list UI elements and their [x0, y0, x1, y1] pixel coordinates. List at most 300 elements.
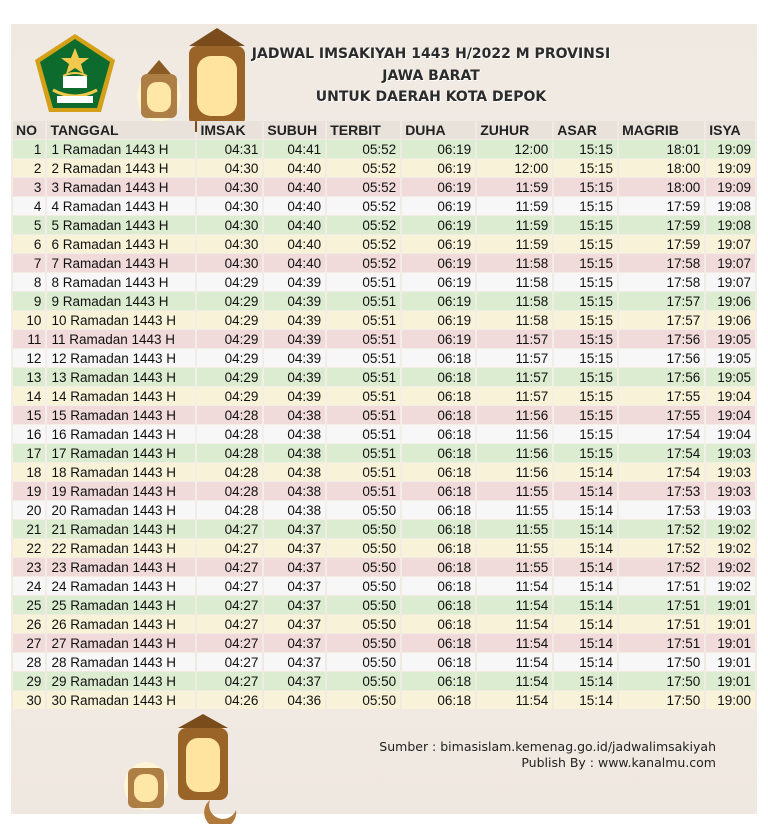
table-cell-zuhur: 12:00	[477, 140, 552, 158]
table-cell-imsak: 04:30	[197, 178, 262, 196]
table-cell-imsak: 04:30	[197, 235, 262, 253]
table-cell-no: 19	[13, 482, 45, 500]
table-cell-isya: 19:05	[706, 330, 755, 348]
table-cell-terbit: 05:50	[327, 596, 400, 614]
table-cell-magrib: 18:00	[619, 178, 704, 196]
table-cell-isya: 19:08	[706, 216, 755, 234]
table-row	[13, 634, 755, 652]
table-cell-magrib: 17:57	[619, 292, 704, 310]
table-cell-magrib: 17:56	[619, 349, 704, 367]
table-cell-asar: 15:14	[554, 672, 617, 690]
table-cell-subuh: 04:37	[264, 672, 325, 690]
table-cell-tanggal: 16 Ramadan 1443 H	[47, 425, 195, 443]
table-cell-isya: 19:02	[706, 558, 755, 576]
table-cell-terbit: 05:51	[327, 368, 400, 386]
table-cell-imsak: 04:28	[197, 444, 262, 462]
table-cell-imsak: 04:29	[197, 349, 262, 367]
footer	[300, 739, 716, 771]
table-cell-isya: 19:01	[706, 653, 755, 671]
table-cell-isya: 19:06	[706, 311, 755, 329]
table-cell-magrib: 17:51	[619, 577, 704, 595]
table-row	[13, 577, 755, 595]
table-cell-zuhur: 11:57	[477, 368, 552, 386]
table-cell-zuhur: 11:55	[477, 558, 552, 576]
table-cell-tanggal: 6 Ramadan 1443 H	[47, 235, 195, 253]
table-cell-zuhur: 11:59	[477, 178, 552, 196]
table-cell-no: 27	[13, 634, 45, 652]
table-cell-tanggal: 1 Ramadan 1443 H	[47, 140, 195, 158]
table-cell-zuhur: 11:56	[477, 425, 552, 443]
table-cell-terbit: 05:51	[327, 292, 400, 310]
table-cell-magrib: 17:53	[619, 501, 704, 519]
table-cell-tanggal: 18 Ramadan 1443 H	[47, 463, 195, 481]
table-cell-magrib: 18:01	[619, 140, 704, 158]
table-cell-asar: 15:15	[554, 444, 617, 462]
table-cell-no: 6	[13, 235, 45, 253]
table-cell-asar: 15:15	[554, 216, 617, 234]
table-cell-duha: 06:18	[402, 539, 475, 557]
table-cell-asar: 15:15	[554, 425, 617, 443]
table-cell-duha: 06:18	[402, 596, 475, 614]
table-cell-duha: 06:19	[402, 235, 475, 253]
table-cell-imsak: 04:28	[197, 406, 262, 424]
table-cell-isya: 19:07	[706, 254, 755, 272]
table-cell-magrib: 17:57	[619, 311, 704, 329]
table-cell-asar: 15:14	[554, 577, 617, 595]
table-cell-terbit: 05:50	[327, 520, 400, 538]
table-cell-isya: 19:02	[706, 577, 755, 595]
table-cell-subuh: 04:39	[264, 368, 325, 386]
table-cell-isya: 19:09	[706, 140, 755, 158]
table-cell-no: 26	[13, 615, 45, 633]
table-cell-subuh: 04:41	[264, 140, 325, 158]
table-cell-imsak: 04:28	[197, 425, 262, 443]
table-row	[13, 178, 755, 196]
table-row	[13, 216, 755, 234]
table-cell-asar: 15:15	[554, 311, 617, 329]
table-cell-zuhur: 11:54	[477, 634, 552, 652]
table-cell-terbit: 05:51	[327, 273, 400, 291]
table-row	[13, 387, 755, 405]
table-cell-magrib: 17:51	[619, 596, 704, 614]
table-cell-tanggal: 15 Ramadan 1443 H	[47, 406, 195, 424]
table-cell-asar: 15:15	[554, 140, 617, 158]
table-cell-asar: 15:15	[554, 178, 617, 196]
table-cell-duha: 06:18	[402, 463, 475, 481]
col-header: TANGGAL	[47, 121, 195, 139]
table-cell-subuh: 04:40	[264, 197, 325, 215]
table-cell-magrib: 17:52	[619, 520, 704, 538]
table-row	[13, 653, 755, 671]
table-cell-terbit: 05:50	[327, 558, 400, 576]
table-cell-terbit: 05:50	[327, 539, 400, 557]
table-cell-isya: 19:04	[706, 406, 755, 424]
table-cell-no: 30	[13, 691, 45, 709]
header	[11, 24, 757, 120]
table-cell-isya: 19:07	[706, 273, 755, 291]
col-header: ISYA	[706, 121, 755, 139]
table-cell-tanggal: 23 Ramadan 1443 H	[47, 558, 195, 576]
table-cell-zuhur: 11:54	[477, 672, 552, 690]
table-cell-zuhur: 11:55	[477, 501, 552, 519]
table-cell-tanggal: 17 Ramadan 1443 H	[47, 444, 195, 462]
table-cell-duha: 06:18	[402, 387, 475, 405]
table-cell-terbit: 05:51	[327, 463, 400, 481]
table-cell-magrib: 17:55	[619, 387, 704, 405]
table-cell-zuhur: 12:00	[477, 159, 552, 177]
table-cell-zuhur: 11:57	[477, 387, 552, 405]
table-cell-terbit: 05:52	[327, 197, 400, 215]
table-cell-magrib: 17:51	[619, 634, 704, 652]
table-row	[13, 330, 755, 348]
col-header: NO	[13, 121, 45, 139]
table-cell-imsak: 04:27	[197, 596, 262, 614]
table-cell-asar: 15:15	[554, 330, 617, 348]
table-cell-zuhur: 11:55	[477, 482, 552, 500]
table-cell-isya: 19:01	[706, 634, 755, 652]
table-cell-terbit: 05:50	[327, 691, 400, 709]
table-cell-no: 14	[13, 387, 45, 405]
table-cell-imsak: 04:27	[197, 672, 262, 690]
table-cell-zuhur: 11:56	[477, 406, 552, 424]
table-cell-imsak: 04:28	[197, 482, 262, 500]
table-cell-subuh: 04:39	[264, 349, 325, 367]
table-cell-tanggal: 5 Ramadan 1443 H	[47, 216, 195, 234]
table-cell-tanggal: 19 Ramadan 1443 H	[47, 482, 195, 500]
table-body	[13, 140, 755, 709]
table-cell-imsak: 04:28	[197, 463, 262, 481]
table-cell-no: 9	[13, 292, 45, 310]
table-cell-asar: 15:14	[554, 520, 617, 538]
table-cell-subuh: 04:39	[264, 273, 325, 291]
table-cell-zuhur: 11:54	[477, 653, 552, 671]
table-cell-imsak: 04:27	[197, 558, 262, 576]
table-cell-tanggal: 20 Ramadan 1443 H	[47, 501, 195, 519]
table-cell-terbit: 05:50	[327, 672, 400, 690]
table-cell-magrib: 17:54	[619, 425, 704, 443]
table-cell-tanggal: 25 Ramadan 1443 H	[47, 596, 195, 614]
col-header: IMSAK	[197, 121, 262, 139]
table-cell-duha: 06:19	[402, 159, 475, 177]
table-row	[13, 235, 755, 253]
table-cell-no: 7	[13, 254, 45, 272]
table-cell-no: 1	[13, 140, 45, 158]
table-cell-magrib: 17:51	[619, 615, 704, 633]
table-row	[13, 425, 755, 443]
table-row	[13, 691, 755, 709]
table-cell-terbit: 05:50	[327, 634, 400, 652]
table-cell-imsak: 04:26	[197, 691, 262, 709]
table-cell-zuhur: 11:57	[477, 330, 552, 348]
lantern-icon	[118, 714, 268, 824]
table-cell-asar: 15:15	[554, 159, 617, 177]
table-row	[13, 596, 755, 614]
table-row	[13, 368, 755, 386]
table-row	[13, 311, 755, 329]
table-cell-isya: 19:02	[706, 520, 755, 538]
table-cell-no: 8	[13, 273, 45, 291]
table-cell-isya: 19:05	[706, 349, 755, 367]
table-cell-subuh: 04:37	[264, 596, 325, 614]
table-cell-isya: 19:03	[706, 463, 755, 481]
table-cell-duha: 06:18	[402, 406, 475, 424]
table-cell-isya: 19:00	[706, 691, 755, 709]
table-cell-subuh: 04:37	[264, 539, 325, 557]
table-cell-tanggal: 29 Ramadan 1443 H	[47, 672, 195, 690]
table-cell-no: 25	[13, 596, 45, 614]
table-cell-no: 17	[13, 444, 45, 462]
table-cell-asar: 15:14	[554, 558, 617, 576]
table-cell-no: 16	[13, 425, 45, 443]
table-cell-zuhur: 11:58	[477, 254, 552, 272]
table-cell-subuh: 04:38	[264, 501, 325, 519]
table-cell-subuh: 04:37	[264, 558, 325, 576]
table-cell-subuh: 04:37	[264, 653, 325, 671]
table-header-row	[13, 121, 755, 139]
table-row	[13, 140, 755, 158]
table-cell-magrib: 17:56	[619, 368, 704, 386]
table-cell-subuh: 04:39	[264, 330, 325, 348]
table-cell-imsak: 04:31	[197, 140, 262, 158]
table-cell-zuhur: 11:55	[477, 539, 552, 557]
table-cell-no: 28	[13, 653, 45, 671]
table-cell-subuh: 04:40	[264, 235, 325, 253]
table-cell-imsak: 04:29	[197, 330, 262, 348]
table-cell-magrib: 17:52	[619, 558, 704, 576]
table-row	[13, 615, 755, 633]
publish-text: Publish By : www.kanalmu.com	[521, 755, 716, 770]
table-cell-duha: 06:19	[402, 197, 475, 215]
table-cell-zuhur: 11:56	[477, 463, 552, 481]
table-cell-duha: 06:19	[402, 140, 475, 158]
table-cell-isya: 19:01	[706, 672, 755, 690]
table-cell-duha: 06:18	[402, 634, 475, 652]
table-cell-imsak: 04:27	[197, 520, 262, 538]
table-cell-magrib: 17:58	[619, 254, 704, 272]
table-cell-isya: 19:06	[706, 292, 755, 310]
table-cell-duha: 06:19	[402, 330, 475, 348]
table-cell-asar: 15:14	[554, 539, 617, 557]
table-cell-no: 12	[13, 349, 45, 367]
source-text: Sumber : bimasislam.kemenag.go.id/jadwalimsakiyah	[379, 739, 716, 754]
table-cell-isya: 19:09	[706, 159, 755, 177]
table-cell-asar: 15:15	[554, 273, 617, 291]
table-row	[13, 501, 755, 519]
table-cell-zuhur: 11:58	[477, 292, 552, 310]
table-cell-magrib: 17:59	[619, 216, 704, 234]
table-cell-duha: 06:18	[402, 577, 475, 595]
table-cell-asar: 15:14	[554, 653, 617, 671]
table-cell-asar: 15:15	[554, 406, 617, 424]
table-cell-magrib: 18:00	[619, 159, 704, 177]
col-header: ZUHUR	[477, 121, 552, 139]
table-row	[13, 159, 755, 177]
title-line-1: JADWAL IMSAKIYAH 1443 H/2022 M PROVINSI	[251, 46, 611, 62]
col-header: TERBIT	[327, 121, 400, 139]
table-cell-asar: 15:15	[554, 254, 617, 272]
table-cell-terbit: 05:50	[327, 501, 400, 519]
table-cell-tanggal: 9 Ramadan 1443 H	[47, 292, 195, 310]
table-row	[13, 273, 755, 291]
table-cell-terbit: 05:51	[327, 482, 400, 500]
table-cell-isya: 19:01	[706, 596, 755, 614]
table-cell-subuh: 04:38	[264, 444, 325, 462]
table-cell-tanggal: 7 Ramadan 1443 H	[47, 254, 195, 272]
table-cell-magrib: 17:50	[619, 672, 704, 690]
table-cell-asar: 15:15	[554, 292, 617, 310]
table-row	[13, 539, 755, 557]
table-cell-tanggal: 22 Ramadan 1443 H	[47, 539, 195, 557]
table-row	[13, 197, 755, 215]
table-cell-asar: 15:14	[554, 615, 617, 633]
table-cell-zuhur: 11:54	[477, 691, 552, 709]
table-cell-terbit: 05:50	[327, 653, 400, 671]
table-cell-tanggal: 11 Ramadan 1443 H	[47, 330, 195, 348]
table-cell-tanggal: 8 Ramadan 1443 H	[47, 273, 195, 291]
table-cell-zuhur: 11:58	[477, 273, 552, 291]
table-cell-isya: 19:07	[706, 235, 755, 253]
table-cell-duha: 06:19	[402, 311, 475, 329]
table-cell-subuh: 04:38	[264, 406, 325, 424]
table-cell-no: 11	[13, 330, 45, 348]
table-cell-subuh: 04:40	[264, 159, 325, 177]
table-cell-asar: 15:14	[554, 596, 617, 614]
table-cell-magrib: 17:50	[619, 653, 704, 671]
table-cell-isya: 19:05	[706, 368, 755, 386]
table-cell-subuh: 04:38	[264, 463, 325, 481]
table-cell-isya: 19:03	[706, 444, 755, 462]
table-cell-terbit: 05:51	[327, 387, 400, 405]
table-cell-tanggal: 21 Ramadan 1443 H	[47, 520, 195, 538]
table-cell-magrib: 17:54	[619, 463, 704, 481]
table-cell-imsak: 04:27	[197, 615, 262, 633]
table-cell-terbit: 05:51	[327, 425, 400, 443]
table-cell-duha: 06:18	[402, 653, 475, 671]
table-cell-duha: 06:19	[402, 178, 475, 196]
table-cell-subuh: 04:40	[264, 178, 325, 196]
table-cell-subuh: 04:37	[264, 520, 325, 538]
table-cell-terbit: 05:50	[327, 615, 400, 633]
table-cell-no: 20	[13, 501, 45, 519]
table-cell-imsak: 04:30	[197, 254, 262, 272]
table-cell-duha: 06:19	[402, 254, 475, 272]
table-cell-imsak: 04:30	[197, 216, 262, 234]
table-cell-subuh: 04:37	[264, 634, 325, 652]
table-cell-zuhur: 11:58	[477, 311, 552, 329]
title-line-3: UNTUK DAERAH KOTA DEPOK	[315, 89, 547, 105]
table-cell-tanggal: 10 Ramadan 1443 H	[47, 311, 195, 329]
table-cell-isya: 19:09	[706, 178, 755, 196]
table-cell-zuhur: 11:59	[477, 216, 552, 234]
table-cell-asar: 15:14	[554, 634, 617, 652]
table-cell-duha: 06:19	[402, 216, 475, 234]
table-cell-no: 23	[13, 558, 45, 576]
table-row	[13, 444, 755, 462]
table-cell-imsak: 04:27	[197, 539, 262, 557]
table-cell-duha: 06:18	[402, 349, 475, 367]
table-cell-asar: 15:14	[554, 482, 617, 500]
table-cell-tanggal: 12 Ramadan 1443 H	[47, 349, 195, 367]
table-row	[13, 482, 755, 500]
table-cell-asar: 15:14	[554, 691, 617, 709]
table-row	[13, 558, 755, 576]
table-cell-terbit: 05:52	[327, 254, 400, 272]
table-cell-duha: 06:18	[402, 425, 475, 443]
table-cell-no: 5	[13, 216, 45, 234]
table-cell-tanggal: 14 Ramadan 1443 H	[47, 387, 195, 405]
schedule-table	[11, 120, 757, 710]
table-cell-tanggal: 28 Ramadan 1443 H	[47, 653, 195, 671]
table-cell-tanggal: 24 Ramadan 1443 H	[47, 577, 195, 595]
table-cell-asar: 15:15	[554, 197, 617, 215]
table-cell-no: 21	[13, 520, 45, 538]
table-cell-zuhur: 11:57	[477, 349, 552, 367]
table-cell-isya: 19:01	[706, 615, 755, 633]
table-cell-imsak: 04:27	[197, 634, 262, 652]
table-row	[13, 406, 755, 424]
table-row	[13, 254, 755, 272]
table-cell-tanggal: 4 Ramadan 1443 H	[47, 197, 195, 215]
col-header: SUBUH	[264, 121, 325, 139]
table-cell-asar: 15:15	[554, 387, 617, 405]
table-cell-zuhur: 11:59	[477, 235, 552, 253]
table-cell-no: 10	[13, 311, 45, 329]
table-cell-duha: 06:19	[402, 292, 475, 310]
table-cell-imsak: 04:29	[197, 387, 262, 405]
col-header: DUHA	[402, 121, 475, 139]
table-row	[13, 349, 755, 367]
table-cell-subuh: 04:37	[264, 577, 325, 595]
table-cell-magrib: 17:59	[619, 235, 704, 253]
table-cell-no: 15	[13, 406, 45, 424]
kemenag-emblem-icon	[29, 30, 121, 118]
table-cell-subuh: 04:38	[264, 425, 325, 443]
table-cell-no: 4	[13, 197, 45, 215]
col-header: MAGRIB	[619, 121, 704, 139]
table-cell-asar: 15:14	[554, 501, 617, 519]
table-cell-zuhur: 11:55	[477, 520, 552, 538]
table-row	[13, 672, 755, 690]
table-cell-terbit: 05:51	[327, 444, 400, 462]
table-row	[13, 463, 755, 481]
table-cell-imsak: 04:27	[197, 653, 262, 671]
table-cell-no: 22	[13, 539, 45, 557]
table-cell-magrib: 17:59	[619, 197, 704, 215]
table-cell-asar: 15:15	[554, 235, 617, 253]
table-cell-tanggal: 27 Ramadan 1443 H	[47, 634, 195, 652]
table-cell-no: 2	[13, 159, 45, 177]
table-cell-terbit: 05:51	[327, 330, 400, 348]
col-header: ASAR	[554, 121, 617, 139]
table-cell-duha: 06:18	[402, 520, 475, 538]
table-cell-magrib: 17:58	[619, 273, 704, 291]
table-cell-isya: 19:04	[706, 387, 755, 405]
title-line-2: JAWA BARAT	[382, 68, 480, 84]
table-cell-terbit: 05:50	[327, 577, 400, 595]
table-cell-tanggal: 30 Ramadan 1443 H	[47, 691, 195, 709]
table-cell-isya: 19:02	[706, 539, 755, 557]
table-cell-terbit: 05:52	[327, 235, 400, 253]
table-cell-magrib: 17:50	[619, 691, 704, 709]
table-cell-duha: 06:18	[402, 501, 475, 519]
table-cell-imsak: 04:28	[197, 501, 262, 519]
table-cell-subuh: 04:39	[264, 292, 325, 310]
table-cell-terbit: 05:51	[327, 406, 400, 424]
table-cell-asar: 15:14	[554, 463, 617, 481]
table-cell-subuh: 04:38	[264, 482, 325, 500]
table-cell-zuhur: 11:56	[477, 444, 552, 462]
table-cell-no: 24	[13, 577, 45, 595]
